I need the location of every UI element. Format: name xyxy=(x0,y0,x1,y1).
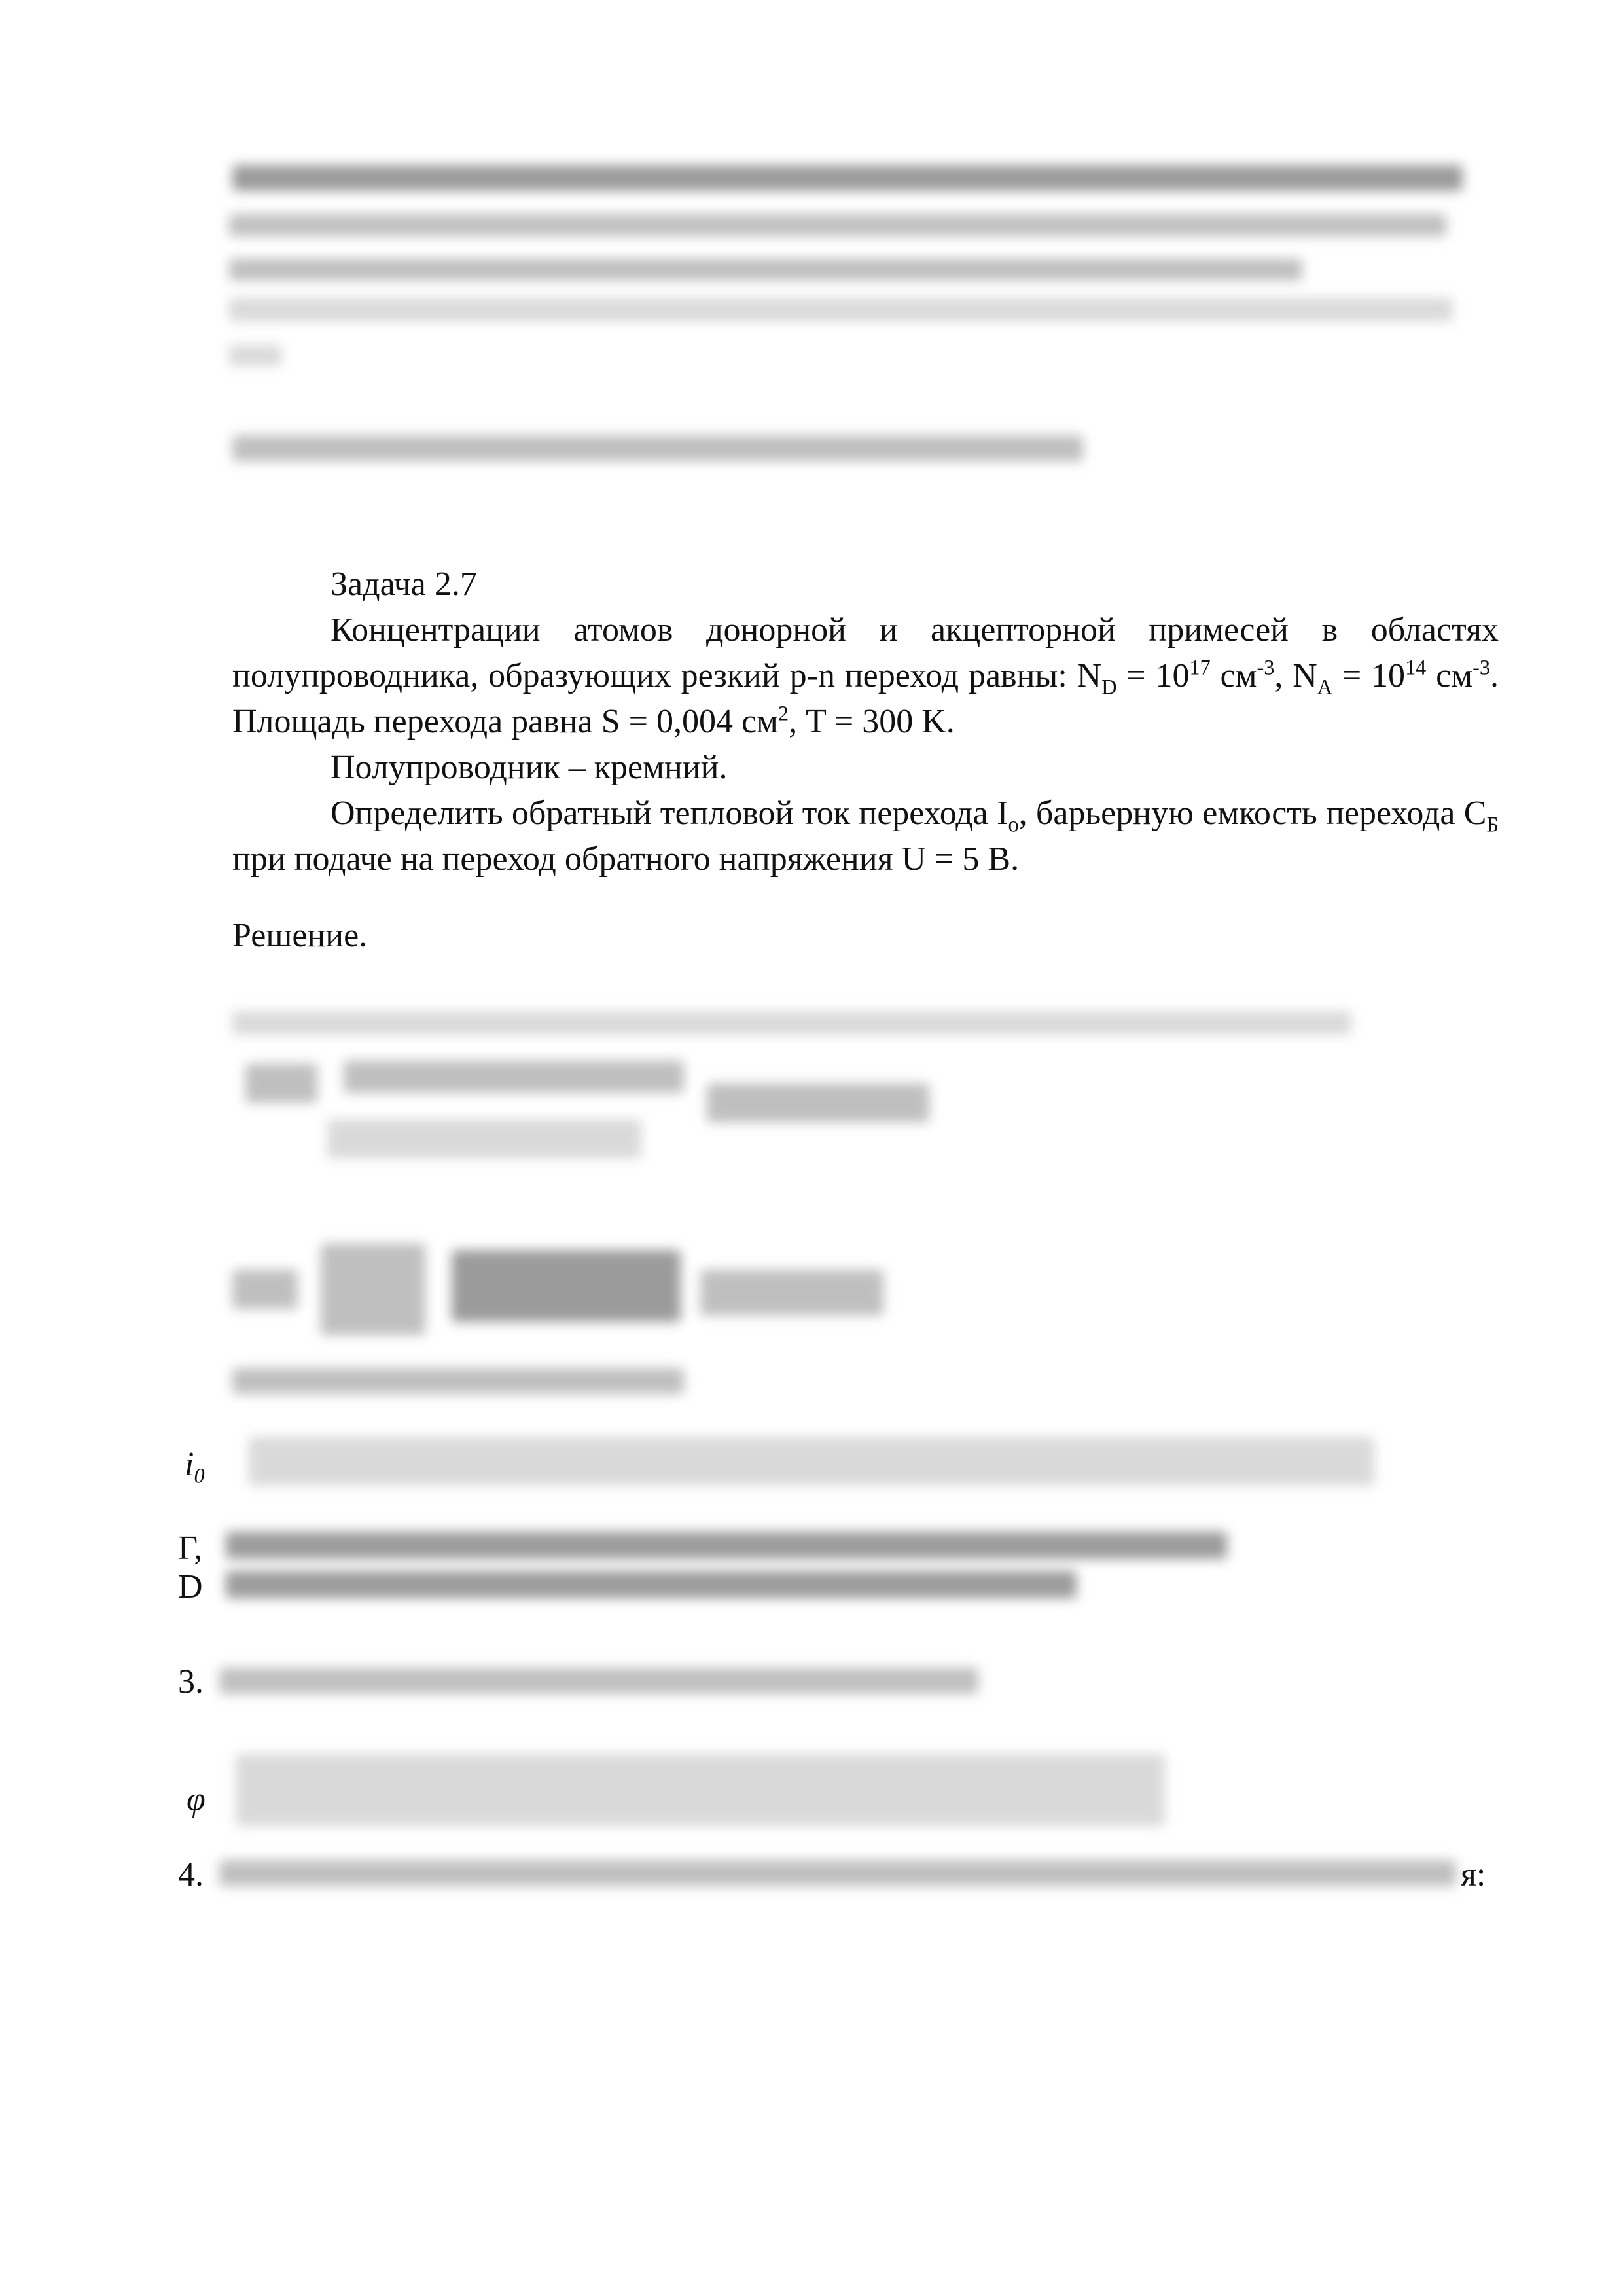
blurred-text-line xyxy=(219,1860,1456,1886)
blurred-formula xyxy=(452,1250,681,1322)
d-mark: D xyxy=(178,1568,203,1605)
problem-title: Задача 2.7 xyxy=(330,565,477,603)
phi-symbol: φ xyxy=(187,1781,205,1818)
gamma-mark: Г, xyxy=(178,1530,203,1567)
problem-material: Полупроводник – кремний. xyxy=(330,749,728,786)
blurred-formula xyxy=(344,1060,684,1093)
step-3-number: 3. xyxy=(178,1663,204,1700)
blurred-text-line xyxy=(229,259,1302,281)
problem-condition: Концентрации атомов донорной и акцепторной примесей в областях полупроводника, образующих резкий p-n переход равны: $N_D = 10^{17}$ $см^{-3}$, $N_A = 10^{14}$ $см^{-3}$. Площадь перехода равна S = 0,004 $см^2$, T = 300 K. xyxy=(232,611,1499,740)
blurred-formula xyxy=(249,1437,1374,1486)
blurred-text-line xyxy=(226,1571,1077,1598)
blurred-text-line xyxy=(232,1011,1351,1035)
blurred-answer-line xyxy=(232,435,1083,461)
step-4-end: я: xyxy=(1461,1856,1486,1893)
blurred-formula xyxy=(327,1119,641,1158)
blurred-text-line xyxy=(229,298,1453,321)
problem-block xyxy=(232,562,1499,882)
blurred-text-line xyxy=(229,345,281,366)
blurred-text-line xyxy=(232,165,1463,191)
solution-label: Решение. xyxy=(232,917,368,954)
blurred-formula xyxy=(245,1064,317,1103)
blurred-formula xyxy=(236,1754,1165,1826)
blurred-formula xyxy=(707,1083,929,1122)
current-symbol: $i_0$ xyxy=(185,1446,205,1488)
blurred-text-line xyxy=(226,1532,1227,1559)
blurred-formula xyxy=(700,1270,883,1316)
step-4-number: 4. xyxy=(178,1856,204,1893)
blurred-formula xyxy=(232,1270,298,1309)
problem-task: Определить обратный тепловой ток перехода $I_o$, барьерную емкость перехода $C_Б$ при подаче на переход обратного напряжения U = 5 В. xyxy=(232,795,1499,878)
blurred-text-line xyxy=(232,1368,684,1394)
blurred-text-line xyxy=(219,1668,978,1694)
blurred-formula xyxy=(321,1244,425,1335)
blurred-text-line xyxy=(229,214,1446,236)
